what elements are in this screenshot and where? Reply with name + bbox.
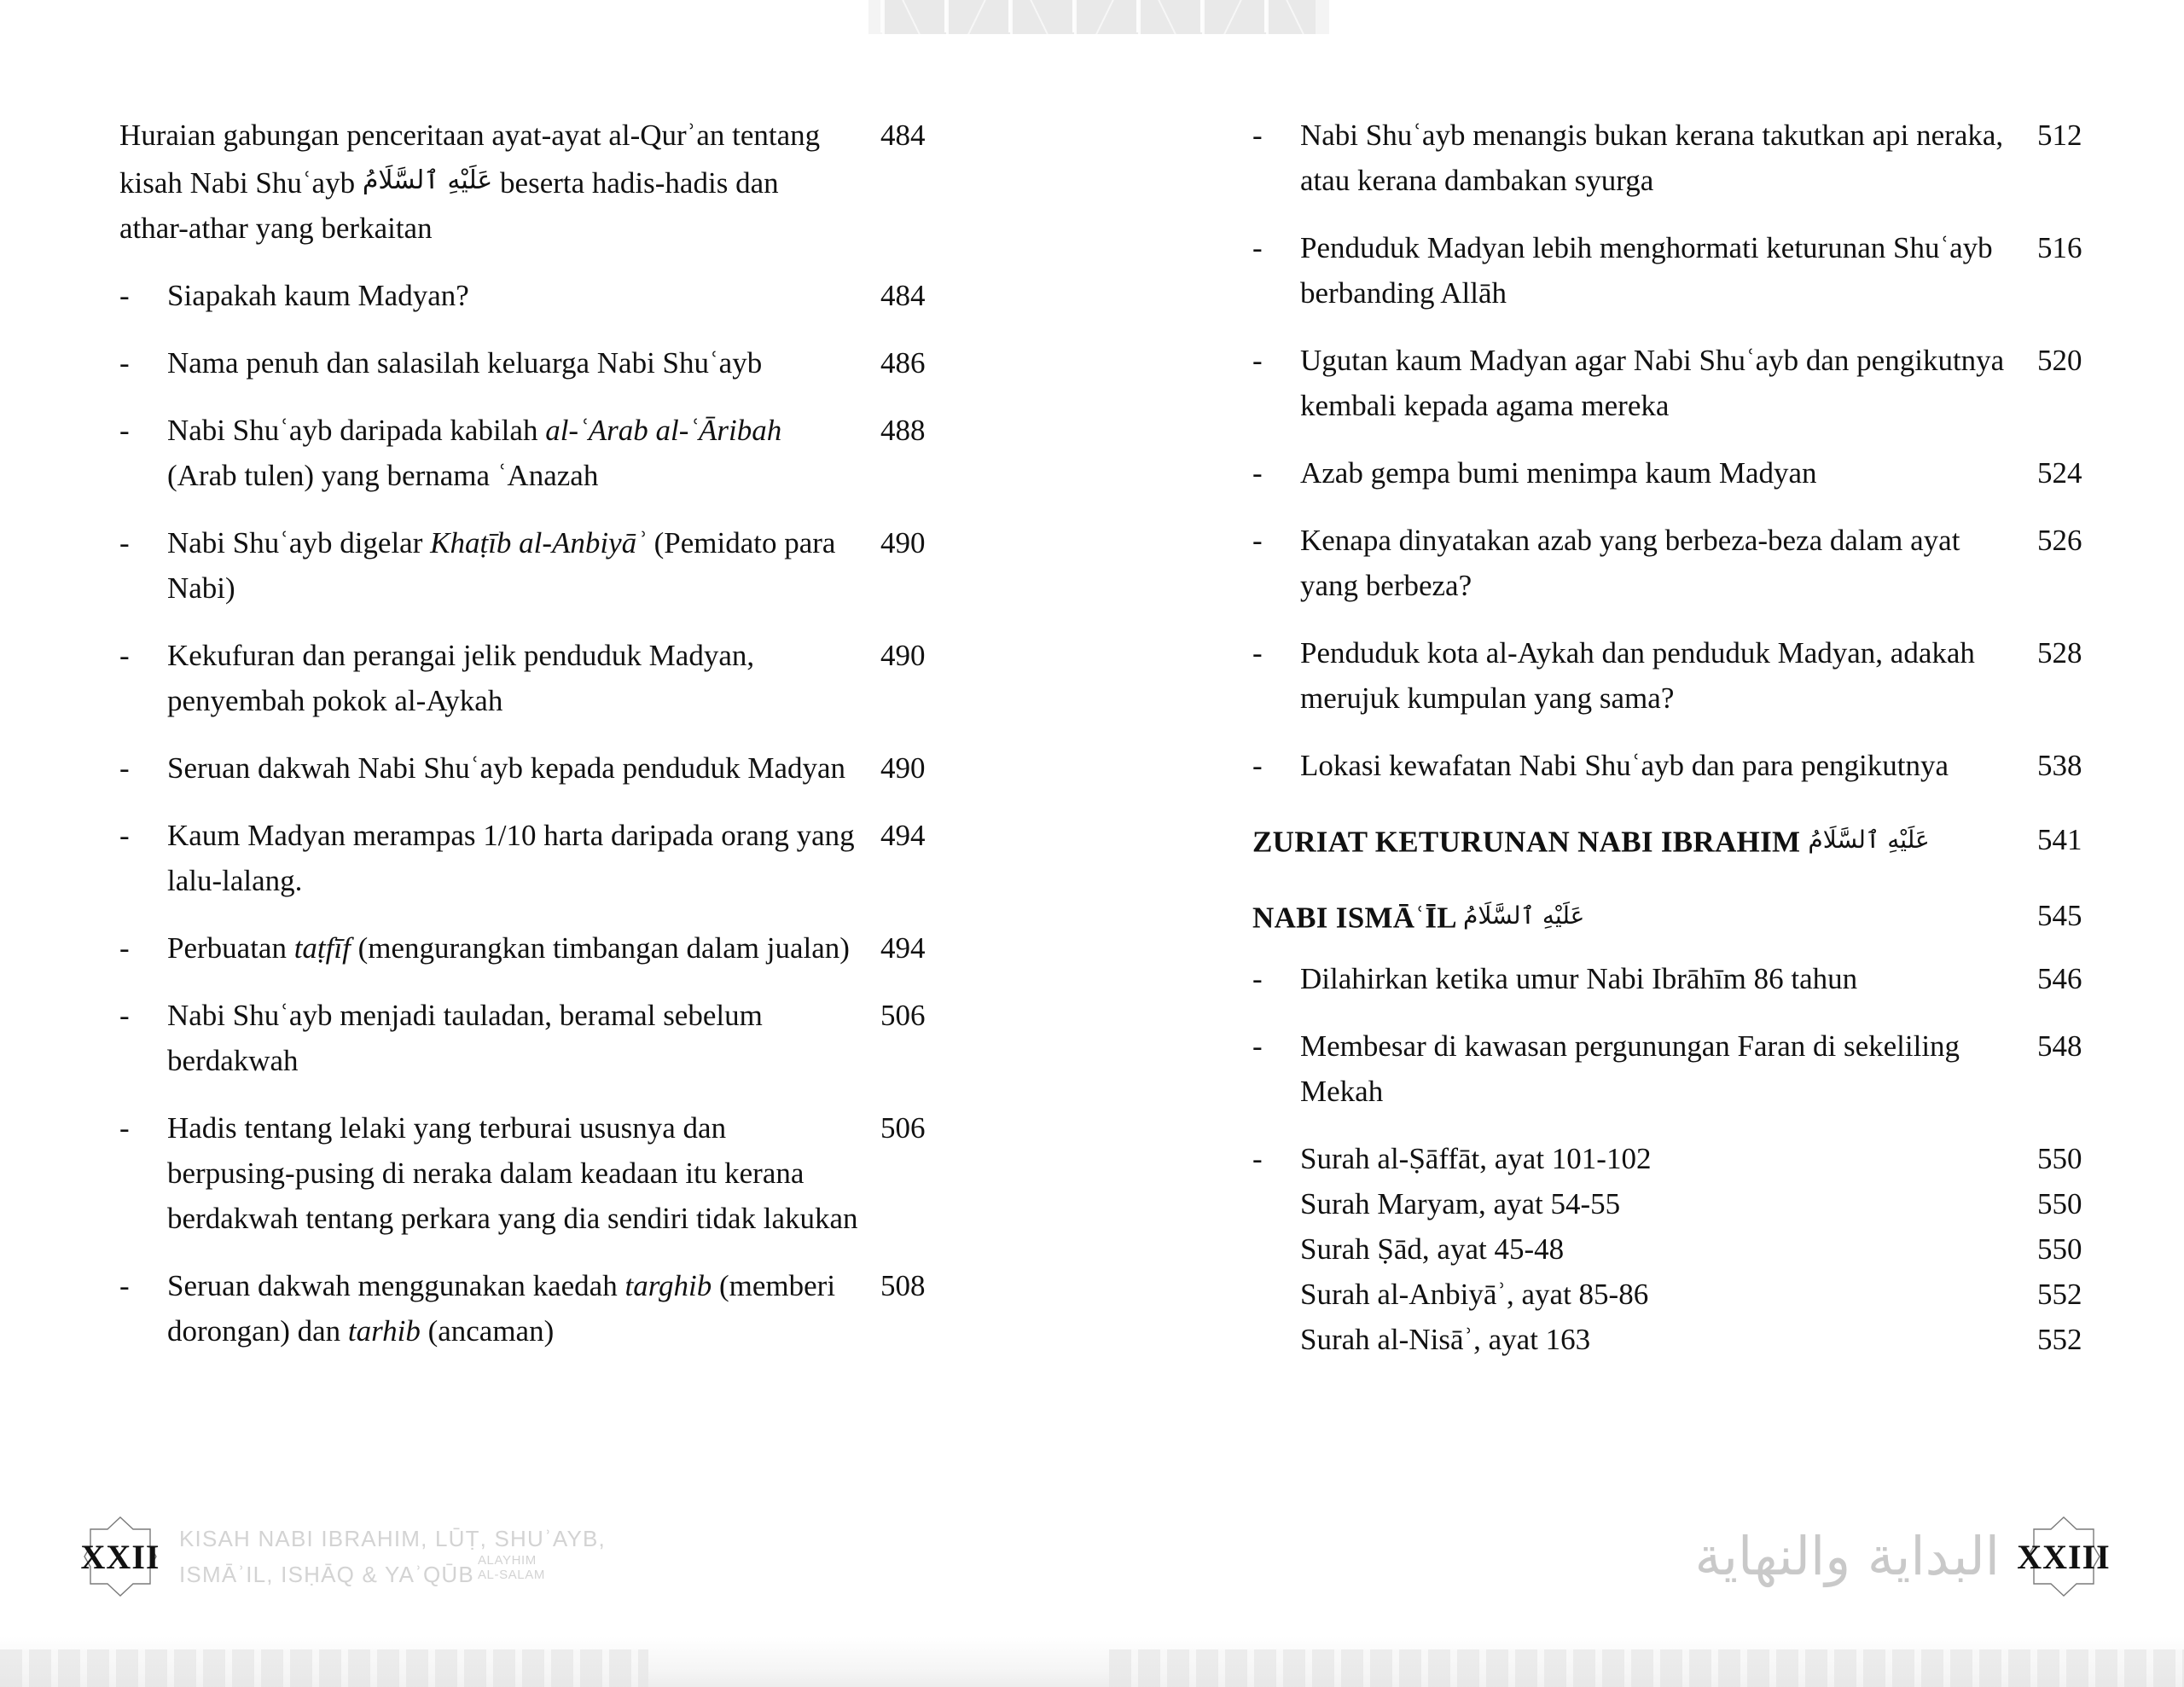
toc-entry (1252, 113, 2123, 203)
surah-line (1300, 1136, 2123, 1181)
surah-reference: Surah al-Nisāʾ, ayat 163 (1300, 1322, 1591, 1356)
toc-entry-text-run: Seruan dakwah menggunakan kaedah (167, 1268, 625, 1302)
toc-entry-text-run: Lokasi kewafatan Nabi Shuʿayb dan para pengikutnya (1300, 749, 1949, 782)
toc-entry-text-run: Dilahirkan ketika umur Nabi Ibrāhīm 86 tahun (1300, 961, 1858, 995)
toc-entry-text (119, 113, 880, 251)
toc-entry-text (1300, 956, 2037, 1001)
surah-reference: Surah al-Ṣāffāt, ayat 101-102 (1300, 1141, 1652, 1175)
toc-heading-nabi-ismail (1252, 893, 2123, 940)
running-head-line-1: KISAH NABI IBRAHIM, LŪṬ, SHUʾAYB, (179, 1526, 606, 1552)
toc-entry-text-run: (memberi dorongan) dan (167, 1268, 836, 1348)
toc-right-column (1252, 113, 2123, 1384)
toc-entry (1252, 338, 2123, 428)
toc-heading-page: 545 (2037, 899, 2082, 933)
toc-entry-text-run: Nabi Shuʿayb menjadi tauladan, beramal sebelum berdakwah (167, 998, 763, 1077)
bullet-dash: - (119, 525, 130, 559)
toc-entry-page: 490 (880, 638, 926, 672)
surah-page: 550 (2037, 1141, 2082, 1175)
toc-entry-text (1300, 743, 2037, 788)
toc-entry-text-run: Nabi Shuʿayb digelar (167, 525, 431, 559)
toc-entry-page: 484 (880, 278, 926, 312)
toc-entry-text-run: Hadis tentang lelaki yang terburai ususnya dan berpusing-pusing di neraka dalam keadaan itu kerana berdakwah tentang perkara yang dia sendiri tidak lakukan (167, 1110, 858, 1235)
toc-entry-page: 506 (880, 1110, 926, 1145)
toc-entry-text (167, 745, 880, 791)
honorific-arabic-icon: عَلَيْهِ ٱلسَّلَامُ (1808, 826, 1930, 854)
bullet-dash: - (119, 818, 130, 852)
bullet-dash: - (119, 930, 130, 965)
toc-entry (119, 1263, 973, 1354)
toc-entry-page: 494 (880, 930, 926, 965)
toc-entry (119, 520, 973, 611)
folio-number: XXII (80, 1537, 160, 1576)
running-head-line-2: ISMĀʾIL, ISḤĀQ & YAʾQŪB (179, 1561, 474, 1587)
top-ornament-band (868, 0, 1329, 34)
toc-entry-page: 524 (2037, 456, 2082, 490)
toc-entry (1252, 518, 2123, 608)
folio-medallion-right (2017, 1515, 2111, 1598)
page-bottom-ornament (0, 1649, 648, 1687)
intro-text-before: Huraian gabungan penceritaan ayat-ayat al-Qurʾan tentang kisah Nabi Shuʿayb (119, 119, 821, 200)
bullet-dash: - (1252, 344, 1263, 377)
surah-page: 552 (2037, 1277, 2082, 1311)
toc-entry-text (1300, 1023, 2037, 1114)
toc-entry-text-run: Siapakah kaum Madyan? (167, 278, 469, 312)
surah-reference: Surah al-Anbiyāʾ, ayat 85-86 (1300, 1277, 1649, 1311)
bullet-dash: - (119, 751, 130, 785)
surah-reference: Surah Maryam, ayat 54-55 (1300, 1186, 1621, 1220)
honorific-arabic-icon: عَلَيْهِ ٱلسَّلَامُ (1463, 901, 1585, 930)
bullet-dash: - (1252, 231, 1263, 264)
toc-entry-page: 488 (880, 413, 926, 447)
surah-reference: Surah Ṣād, ayat 45-48 (1300, 1232, 1565, 1266)
surah-page: 552 (2037, 1322, 2082, 1356)
toc-right-list-2 (1252, 956, 2123, 1114)
toc-heading-page: 541 (2037, 823, 2082, 856)
toc-entry-page: 486 (880, 345, 926, 380)
toc-entry-text (167, 273, 880, 318)
toc-entry (1252, 956, 2123, 1001)
footer-left (82, 1515, 606, 1598)
toc-entry-page: 546 (2037, 961, 2082, 995)
toc-entry (119, 745, 973, 791)
toc-entry-italic-term: tarhib (347, 1313, 421, 1348)
surah-lines (1300, 1136, 2123, 1362)
toc-entry (1252, 630, 2123, 721)
toc-entry-text (167, 813, 880, 903)
toc-entry-text (167, 993, 880, 1083)
toc-entry-italic-term: taṭfīf (293, 930, 351, 965)
bullet-dash: - (1252, 1141, 1263, 1175)
footer-right (1694, 1515, 2111, 1598)
toc-heading-zuriat (1252, 817, 2123, 864)
toc-entry (119, 813, 973, 903)
toc-entry-text-run: Perbuatan (167, 930, 294, 965)
heading-label: NABI ISMĀʿĪL (1252, 901, 1455, 935)
toc-entry-text-run: (mengurangkan timbangan dalam jualan) (350, 930, 850, 965)
bullet-dash: - (1252, 749, 1263, 782)
toc-entry-page: 538 (2037, 749, 2082, 782)
toc-left-list (119, 273, 973, 1354)
toc-entry-text (1300, 630, 2037, 721)
toc-entry-page: 494 (880, 818, 926, 852)
toc-entry-italic-term: Khaṭīb al-Anbiyāʾ (430, 525, 647, 559)
honorific-arabic-icon: عَلَيْهِ ٱلسَّلَامُ (362, 165, 493, 195)
page-bottom-ornament (1109, 1649, 2184, 1687)
toc-entry-text (167, 633, 880, 723)
bullet-dash: - (119, 1110, 130, 1145)
toc-entry-text-run: Kenapa dinyatakan azab yang berbeza-beza dalam ayat yang berbeza? (1300, 524, 1960, 602)
toc-entry-text (167, 1263, 880, 1354)
surah-page: 550 (2037, 1186, 2082, 1220)
toc-entry-text-run: Kekufuran dan perangai jelik penduduk Madyan, penyembah pokok al-Aykah (167, 638, 755, 717)
running-head (179, 1524, 606, 1589)
toc-entry-text (1300, 338, 2037, 428)
toc-entry-text-run: Penduduk Madyan lebih menghormati keturunan Shuʿayb berbanding Allāh (1300, 231, 1993, 310)
superscript-line-1: ALAYHIM (477, 1553, 537, 1568)
toc-entry (119, 273, 973, 318)
toc-entry-text (167, 520, 880, 611)
toc-entry (119, 633, 973, 723)
toc-entry (1252, 450, 2123, 496)
toc-entry-text-run: Nabi Shuʿayb menangis bukan kerana takutkan api neraka, atau kerana dambakan syurga (1300, 119, 2004, 197)
bullet-dash: - (119, 278, 130, 312)
toc-entry-text (1300, 225, 2037, 316)
toc-entry (1252, 743, 2123, 788)
toc-entry-text-run: Seruan dakwah Nabi Shuʿayb kepada penduduk Madyan (167, 751, 846, 785)
running-head-superscript (478, 1553, 545, 1582)
toc-entry-text (1300, 450, 2037, 496)
bullet-dash: - (119, 638, 130, 672)
toc-entry-page: 528 (2037, 636, 2082, 670)
toc-entry-page: 506 (880, 998, 926, 1032)
toc-entry-text (1300, 113, 2037, 203)
toc-entry-italic-term: targhib (624, 1268, 712, 1302)
toc-entry (119, 1105, 973, 1241)
bullet-dash: - (119, 998, 130, 1032)
toc-entry-text-run: (ancaman) (420, 1313, 555, 1348)
toc-left-column (119, 113, 973, 1376)
toc-entry-text-run: Nabi Shuʿayb daripada kabilah (167, 413, 546, 447)
heading-label: ZURIAT KETURUNAN NABI IBRAHIM (1252, 825, 1801, 859)
bullet-dash: - (1252, 1029, 1263, 1063)
toc-entry-page: 512 (2037, 119, 2082, 152)
folio-medallion-left (82, 1515, 159, 1598)
surah-page: 550 (2037, 1232, 2082, 1266)
toc-entry-italic-term: al-ʿArab al-ʿĀribah (545, 413, 782, 447)
bullet-dash: - (1252, 961, 1263, 995)
bullet-dash: - (119, 413, 130, 447)
intro-text-after: beserta hadis-hadis dan athar-athar yang berkaitan (119, 165, 779, 245)
bullet-dash: - (119, 1268, 130, 1302)
toc-entry-surah-group (1252, 1136, 2123, 1362)
bullet-dash: - (1252, 636, 1263, 670)
toc-heading-text (1252, 893, 2037, 940)
toc-entry (119, 925, 973, 971)
toc-entry-text-run: Penduduk kota al-Aykah dan penduduk Madyan, adakah merujuk kumpulan yang sama? (1300, 636, 1975, 715)
toc-entry-text-run: Membesar di kawasan pergunungan Faran di sekeliling Mekah (1300, 1029, 1960, 1108)
toc-entry-text-run: Kaum Madyan merampas 1/10 harta daripada orang yang lalu-lalang. (167, 818, 855, 897)
toc-entry (1252, 225, 2123, 316)
toc-heading-text (1252, 817, 2037, 864)
surah-line (1300, 1272, 2123, 1317)
bullet-dash: - (1252, 119, 1263, 152)
toc-entry-text (1300, 518, 2037, 608)
toc-entry-text-run: (Pemidato para Nabi) (167, 525, 836, 605)
toc-entry-text (167, 408, 880, 498)
toc-entry-page: 508 (880, 1268, 926, 1302)
toc-entry (119, 340, 973, 386)
toc-entry-text-run: Ugutan kaum Madyan agar Nabi Shuʿayb dan pengikutnya kembali kepada agama mereka (1300, 344, 2005, 422)
superscript-line-2: AL-SALAM (477, 1568, 545, 1583)
toc-entry-page: 490 (880, 751, 926, 785)
book-title-arabic-logo: البداية والنهاية (1694, 1525, 2000, 1587)
toc-entry-page: 490 (880, 525, 926, 559)
toc-entry-page: 516 (2037, 231, 2082, 264)
toc-entry-text-run: Azab gempa bumi menimpa kaum Madyan (1300, 456, 1817, 490)
surah-line (1300, 1226, 2123, 1272)
surah-line (1300, 1317, 2123, 1362)
folio-number: XXIII (2017, 1537, 2111, 1576)
bullet-dash: - (1252, 524, 1263, 557)
toc-entry-text-run: (Arab tulen) yang bernama ʿAnazah (167, 458, 599, 492)
toc-entry (119, 993, 973, 1083)
toc-entry (119, 408, 973, 498)
toc-right-list (1252, 113, 2123, 788)
toc-entry-text (167, 340, 880, 386)
toc-entry-text (167, 1105, 880, 1241)
toc-entry-text (167, 925, 880, 971)
toc-entry-page: 520 (2037, 344, 2082, 377)
surah-reference-list (1252, 1136, 2123, 1362)
bullet-dash: - (1252, 456, 1263, 490)
toc-entry-intro (119, 113, 973, 251)
toc-entry-page: 484 (880, 119, 926, 152)
toc-entry-page: 548 (2037, 1029, 2082, 1063)
toc-entry (1252, 1023, 2123, 1114)
toc-entry-text-run: Nama penuh dan salasilah keluarga Nabi Shuʿayb (167, 345, 763, 380)
surah-line (1300, 1181, 2123, 1226)
bullet-dash: - (119, 345, 130, 380)
toc-entry-page: 526 (2037, 524, 2082, 557)
